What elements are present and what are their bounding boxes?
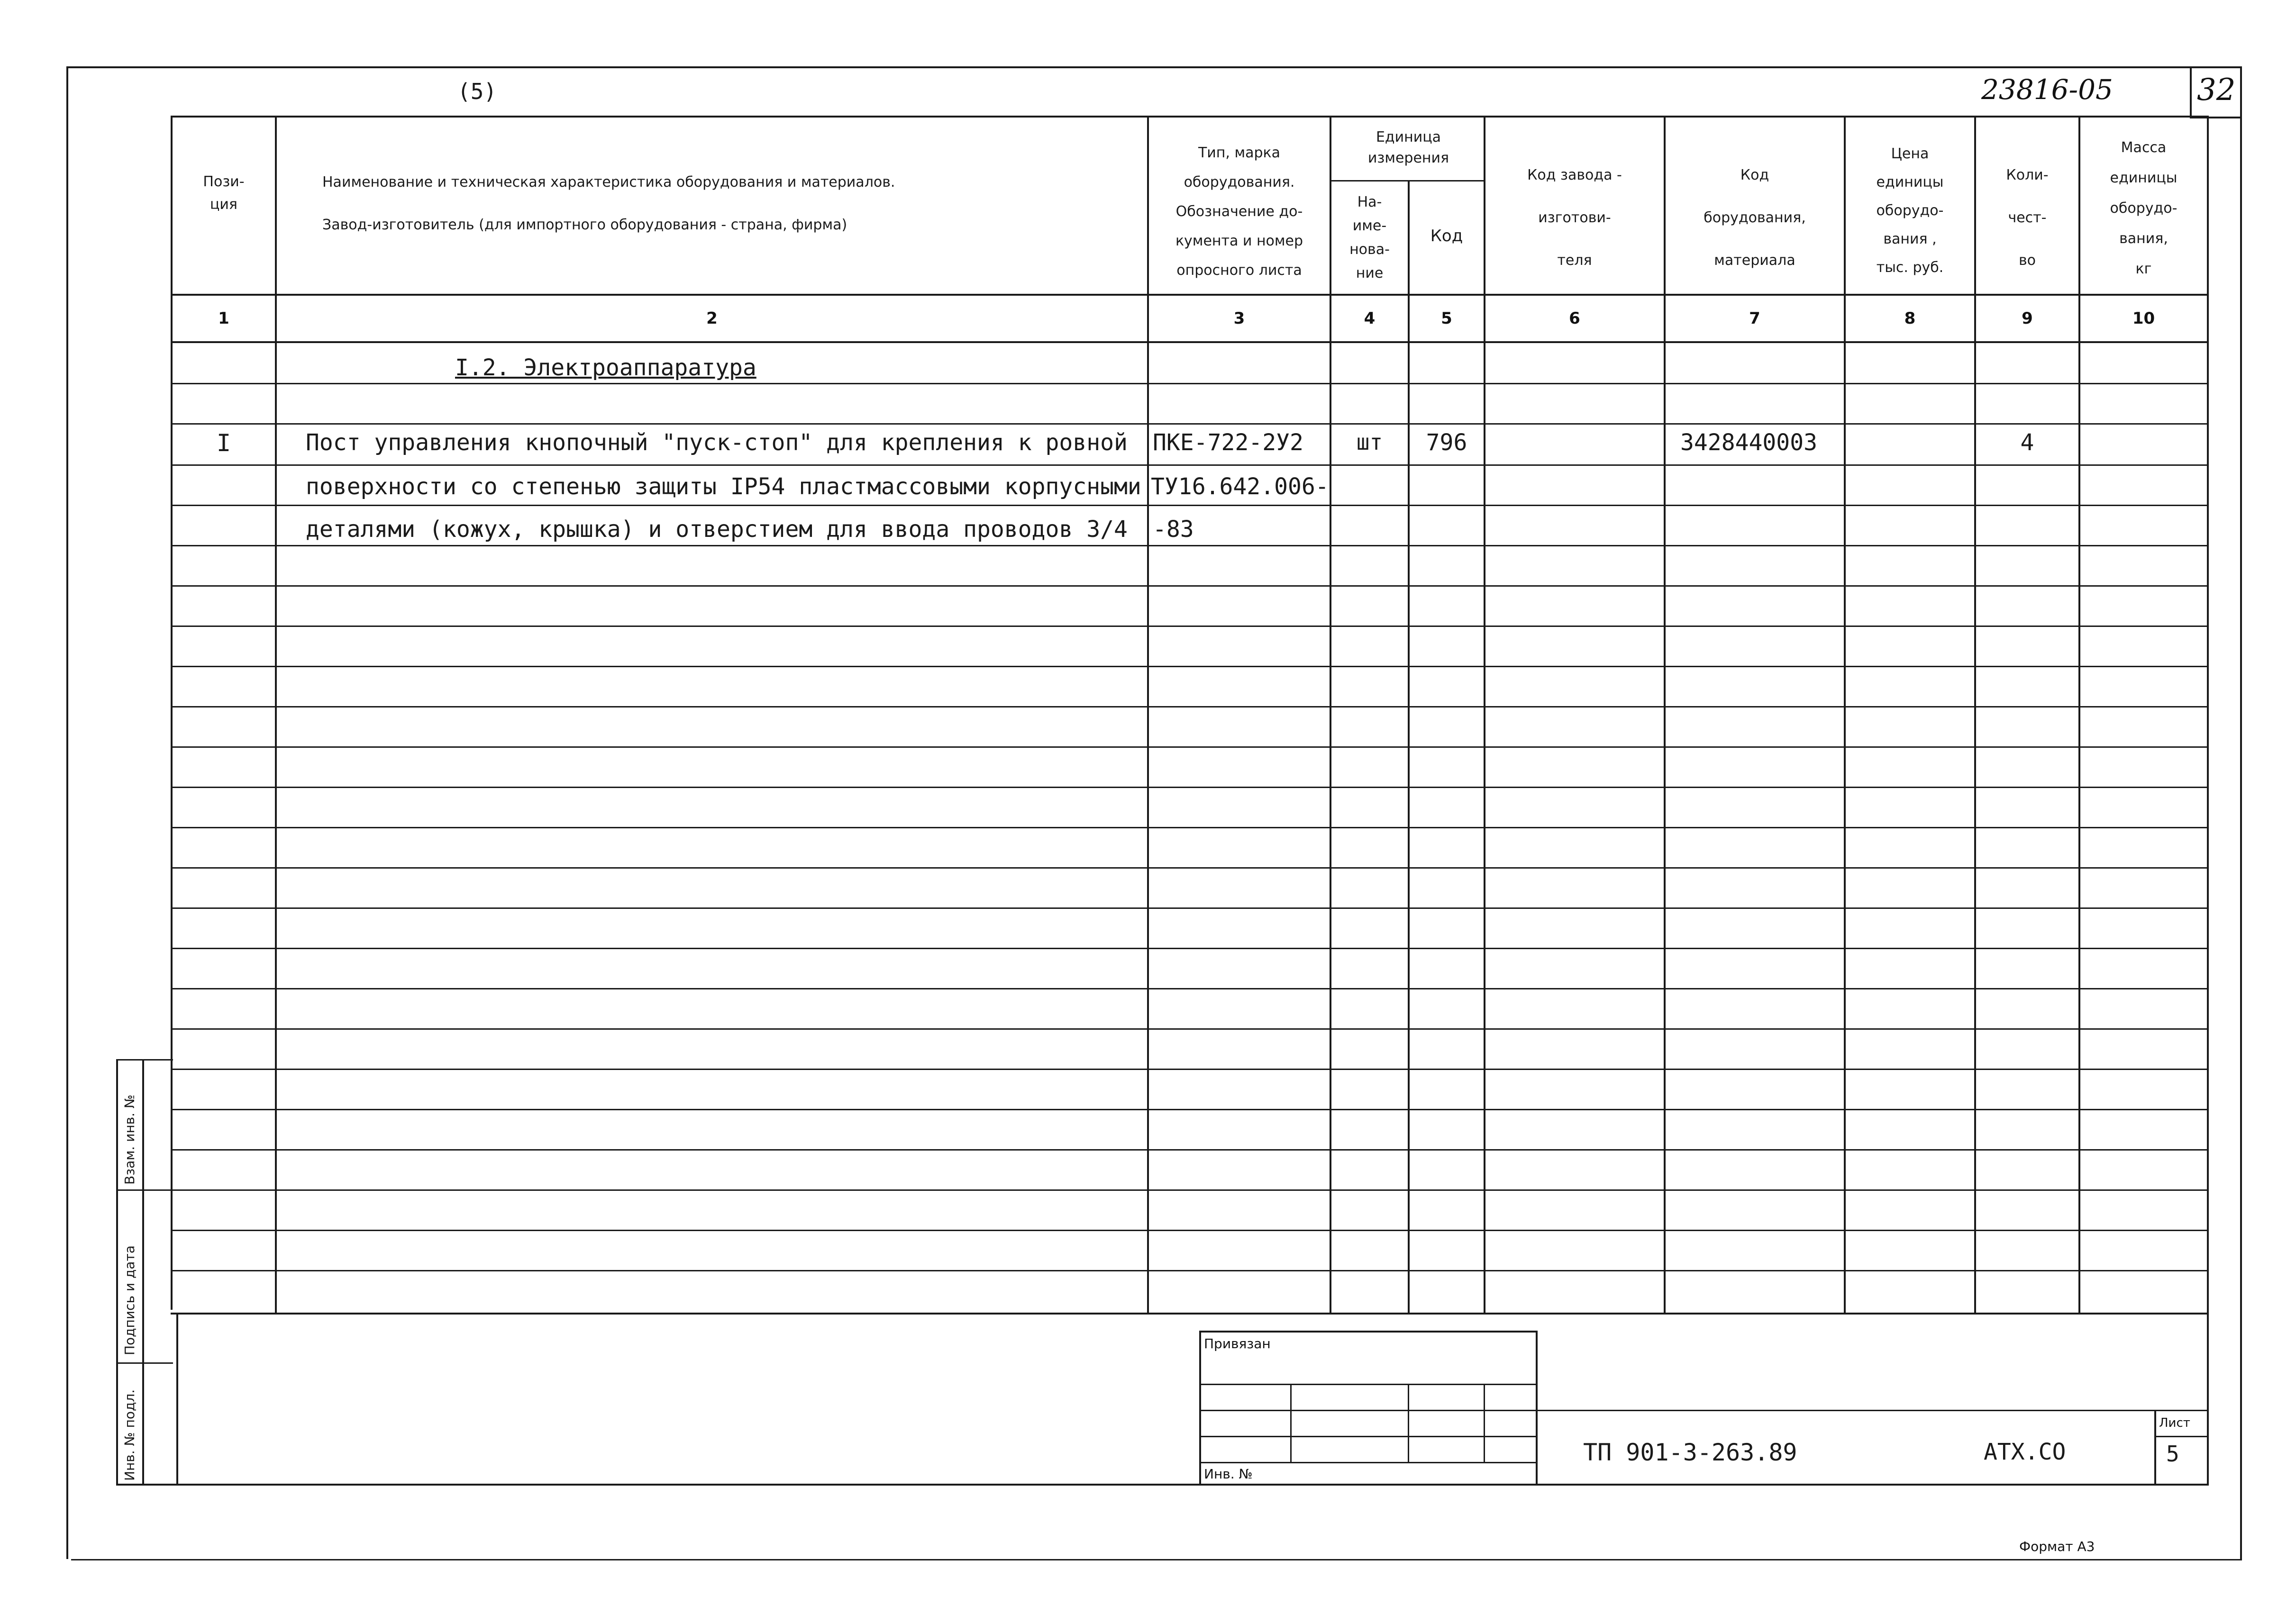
table-bottom <box>171 1313 2209 1315</box>
colnum-3: 3 <box>1233 309 1245 328</box>
header-col10: Масса единицы оборудо- вания, кг <box>2110 139 2178 277</box>
row-line <box>171 706 2209 707</box>
row-unit-code: 796 <box>1426 429 1467 456</box>
privyazan-top <box>1199 1331 1536 1333</box>
privyazan-row2 <box>1199 1410 1536 1411</box>
doc-number-handwritten: 23816-05 <box>1981 73 2113 106</box>
row-line <box>171 1230 2209 1231</box>
vline-6 <box>1664 116 1666 1315</box>
vline-9 <box>2078 116 2080 1315</box>
colnum-5: 5 <box>1441 309 1452 328</box>
bottom-band-line <box>116 1484 2209 1486</box>
colnum-6: 6 <box>1569 309 1580 328</box>
row-line <box>171 948 2209 949</box>
row-position: I <box>216 429 231 457</box>
vline-0 <box>171 116 173 1310</box>
privyazan-col2 <box>1408 1384 1409 1462</box>
sheet-number: 5 <box>2166 1441 2179 1467</box>
side-stamp-mid <box>142 1059 144 1486</box>
header-col3: Тип, марка оборудования. Обозначение до- кумента и номер опросного листа <box>1175 145 1303 279</box>
frame-bottom <box>71 1559 2242 1560</box>
side-stamp-podpis: Подпись и дата <box>122 1245 137 1355</box>
row-line <box>171 464 2209 466</box>
vline-2 <box>1147 116 1149 1315</box>
row-unit-name: шт <box>1356 429 1383 455</box>
privyazan-col3 <box>1484 1384 1485 1462</box>
section-mark: (5) <box>457 79 497 104</box>
colnum-7: 7 <box>1749 309 1760 328</box>
row-line <box>171 746 2209 748</box>
vline-1 <box>275 116 277 1315</box>
sheet-label: Лист <box>2159 1416 2190 1430</box>
side-stamp-top <box>116 1059 173 1061</box>
privyazan-right <box>1536 1331 1538 1486</box>
sheet-box-div <box>2154 1436 2209 1437</box>
row-line <box>171 505 2209 506</box>
header-col2: Наименование и техническая характеристика оборудования и материалов. Завод-изготовитель (для импортного оборудования - страна, фирма) <box>322 174 895 233</box>
side-stamp-inv-podl: Инв. № подл. <box>122 1389 137 1481</box>
privyazan-row4 <box>1199 1462 1536 1463</box>
header-col7: Код борудования, материала <box>1704 167 1806 269</box>
format-label: Формат А3 <box>2019 1539 2095 1554</box>
row-line <box>171 867 2209 869</box>
colnum-1: 1 <box>218 309 229 328</box>
vline-7 <box>1844 116 1846 1315</box>
row-equipment-code: 3428440003 <box>1680 429 1817 456</box>
privyazan-row1 <box>1199 1384 1536 1385</box>
row-quantity: 4 <box>2020 429 2034 456</box>
sheet-box-left <box>2154 1410 2156 1486</box>
page-number-corner: 32 <box>2197 73 2236 108</box>
header-col4: На- име- нова- ние <box>1349 194 1390 281</box>
row-line <box>171 545 2209 546</box>
inv-no-label: Инв. № <box>1204 1466 1253 1482</box>
row-line <box>171 1069 2209 1070</box>
colnum-9: 9 <box>2022 309 2033 328</box>
header-col5: Код <box>1430 227 1463 245</box>
row-type-line-2: ТУ16.642.006- <box>1151 473 1329 500</box>
colnum-4: 4 <box>1364 309 1376 328</box>
row-line <box>171 423 2209 425</box>
frame-left <box>66 66 68 1559</box>
header-col1: Пози- ция <box>203 173 245 213</box>
section-title: I.2. Электроаппаратура <box>455 354 756 381</box>
row-line <box>171 787 2209 788</box>
colnum-2: 2 <box>706 309 718 328</box>
header-col9: Коли- чест- во <box>2006 167 2049 269</box>
code: АТХ.СО <box>1984 1439 2066 1465</box>
row-name-line-2: поверхности со степенью защиты IP54 пластмассовыми корпусными <box>306 473 1141 500</box>
corner-box-left <box>2190 66 2192 118</box>
side-stamp-left <box>116 1059 118 1486</box>
row-line <box>171 585 2209 587</box>
privyazan-row3 <box>1199 1436 1536 1437</box>
header-unit-group: Единица измерения <box>1367 129 1449 166</box>
row-name-line-1: Пост управления кнопочный "пуск-стоп" для крепления к ровной <box>306 429 1128 456</box>
row-line <box>171 1189 2209 1191</box>
privyazan-label: Привязан <box>1204 1336 1271 1351</box>
row-line <box>171 666 2209 667</box>
colnum-10: 10 <box>2132 309 2155 328</box>
row-line <box>171 383 2209 384</box>
header-col8: Цена единицы оборудо- вания , тыс. руб. <box>1876 145 1944 276</box>
vline-8 <box>1974 116 1976 1315</box>
header-bottom <box>171 294 2209 296</box>
bottom-band-left <box>176 1313 178 1486</box>
row-line <box>171 1109 2209 1110</box>
side-stamp-vzam: Взам. инв. № <box>122 1094 137 1185</box>
frame-right <box>2240 66 2242 1559</box>
vline-3 <box>1330 116 1331 1315</box>
row-type-line-1: ПКЕ-722-2У2 <box>1153 429 1303 456</box>
side-stamp-div2 <box>116 1362 173 1364</box>
frame-top <box>66 66 2242 68</box>
row-line <box>171 1028 2209 1030</box>
designation: ТП 901-3-263.89 <box>1583 1439 1797 1466</box>
row-line <box>171 827 2209 828</box>
colnum-bottom <box>171 341 2209 343</box>
side-stamp-div1 <box>116 1189 173 1191</box>
colnum-8: 8 <box>1904 309 1916 328</box>
row-line <box>171 988 2209 989</box>
row-line <box>171 907 2209 909</box>
privyazan-col1 <box>1290 1384 1292 1462</box>
row-line <box>171 626 2209 627</box>
header-col6: Код завода - изготови- теля <box>1527 167 1622 269</box>
designation-top <box>1536 1410 2209 1411</box>
unit-group-divider <box>1330 180 1485 181</box>
row-line <box>171 1149 2209 1151</box>
row-line <box>171 1270 2209 1271</box>
row-type-line-3: -83 <box>1153 516 1194 543</box>
vline-5 <box>1484 116 1485 1315</box>
row-name-line-3: деталями (кожух, крышка) и отверстием для ввода проводов 3/4 <box>306 516 1128 543</box>
vline-10 <box>2207 116 2209 1485</box>
table-top <box>171 116 2209 118</box>
